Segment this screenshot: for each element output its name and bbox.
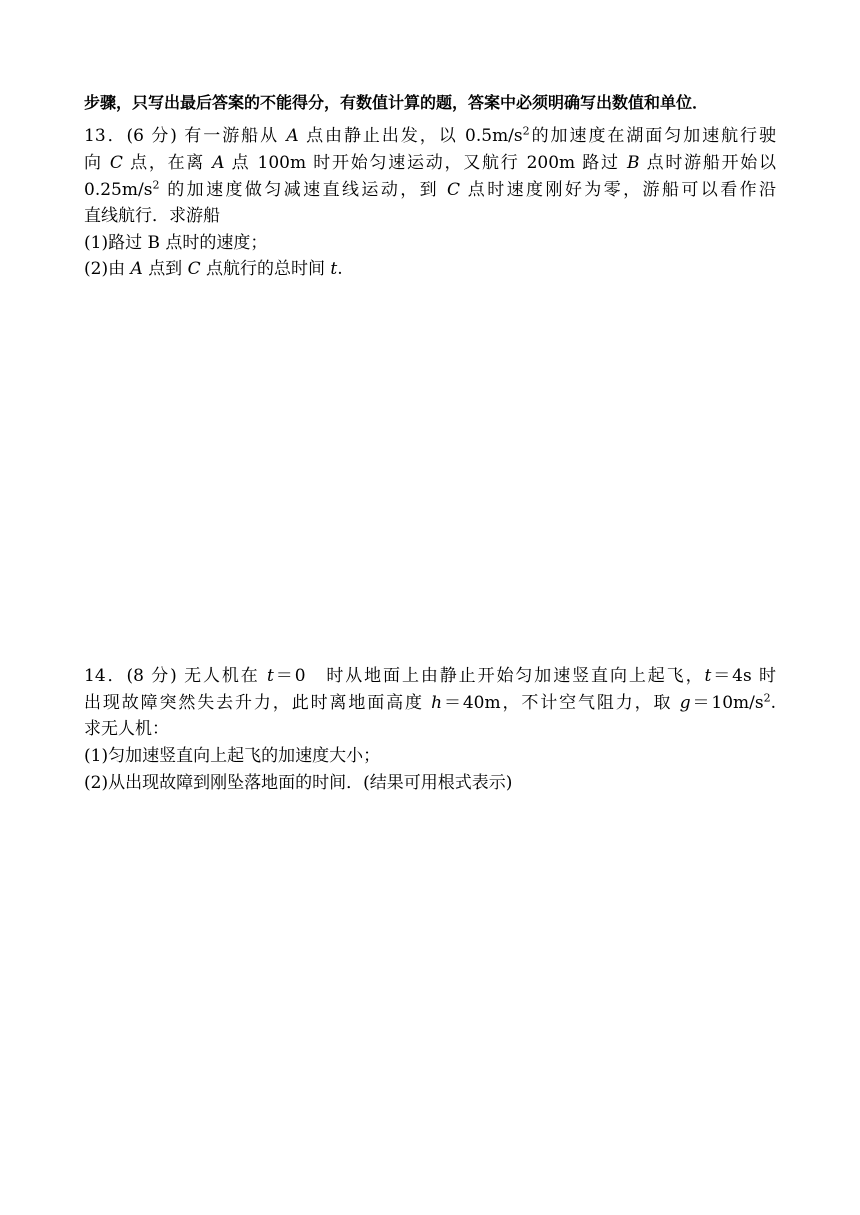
q14-text: ＝40m，不计空气阻力，取 [442,693,673,713]
q13-text: 点 100m 时开始匀速运动，又航行 200m 路过 [231,153,620,173]
q13-var: A [286,126,299,146]
q13-superscript: 2 [522,124,530,138]
q13-text: . [337,259,343,279]
q13-text: 点到 [148,259,183,279]
q14-text: 无人机在 [184,666,260,686]
q13-text: 点航行的总时间 [206,259,326,279]
q14-line-1 [84,663,776,689]
q13-var: C [187,259,201,279]
q14-var: t [704,666,712,686]
q13-text: 点由静止出发，以 0.5m/s [306,126,523,146]
q14-score: (8 分) [126,666,177,686]
q14-number: 14． [84,666,127,686]
q13-text: 的加速度做匀减速直线运动，到 [167,180,440,200]
q13-text: 有一游船从 [184,126,280,146]
q13-var: t [330,259,338,279]
q13-subquestion-1: (1)路过 B 点时的速度； [84,233,268,253]
q13-line-2 [84,150,776,176]
q13-text: 的加速度在湖面匀加速航行驶 [529,126,777,146]
q14-subquestion-1: (1)匀加速竖直向上起飞的加速度大小； [84,746,381,766]
q13-var: B [626,153,640,173]
q13-subquestion-2 [84,256,343,282]
q13-text: (2)由 [84,259,126,279]
q14-var: t [267,666,274,686]
q13-var: C [446,180,460,200]
q14-var: g [679,693,691,713]
q13-line-3 [84,177,776,203]
q13-text: 向 [84,153,103,173]
instruction-text: 步骤，只写出最后答案的不能得分，有数值计算的题，答案中必须明确写出数值和单位． [84,93,709,112]
q13-number: 13． [84,126,127,146]
q14-line-3: 求无人机： [84,719,169,739]
q13-text: 点，在离 [130,153,206,173]
q14-text: . [770,693,776,713]
q13-text: 点时游船开始以 [646,153,777,173]
q14-subquestion-2: (2)从出现故障到刚坠落地面的时间．(结果可用根式表示) [84,773,513,793]
q13-line-1 [84,123,776,149]
q13-score: (6 分) [126,126,177,146]
q14-text: 出现故障突然失去升力，此时离地面高度 [84,693,424,713]
q14-var: h [431,693,443,713]
q13-line-4: 直线航行．求游船 [84,206,220,226]
q13-var: C [109,153,123,173]
q13-text: 0.25m/s [84,180,153,200]
q13-var: A [212,153,225,173]
q13-var: A [130,259,143,279]
q14-line-2 [84,690,776,716]
q14-superscript: 2 [763,691,771,705]
q14-text: ＝4s 时 [711,666,776,686]
q14-text: ＝10m/s [690,693,764,713]
q14-text: ＝0 时从地面上由静止开始匀加速竖直向上起飞， [273,666,705,686]
q13-text: 点时速度刚好为零，游船可以看作沿 [467,180,777,200]
q13-superscript: 2 [152,178,160,192]
